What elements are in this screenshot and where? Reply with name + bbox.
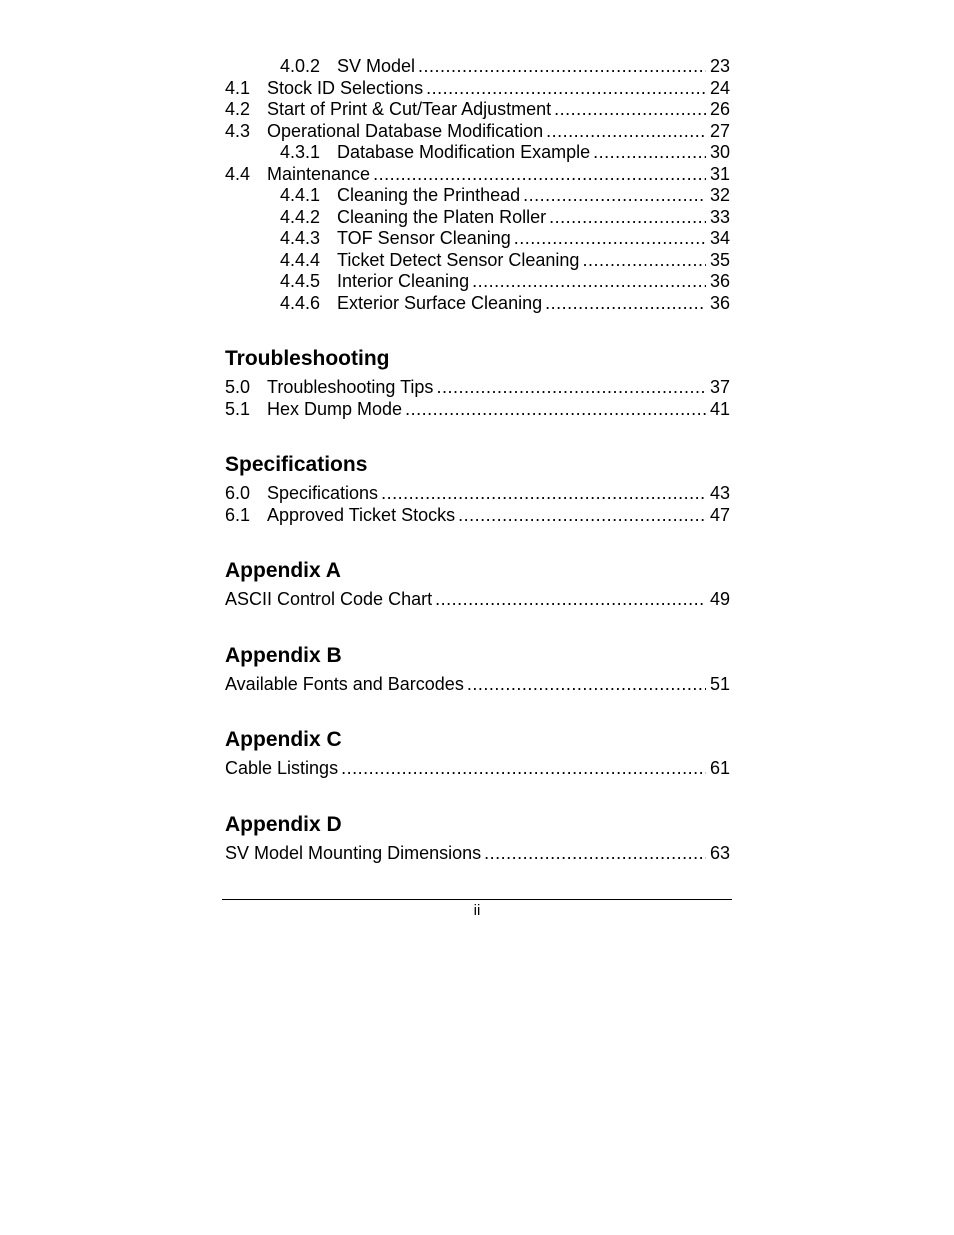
- toc-entry-title: Specifications: [267, 483, 379, 503]
- toc-entry-number: 4.4.6: [280, 292, 321, 313]
- toc-entry[interactable]: [225, 843, 730, 865]
- toc-entry-title: Exterior Surface Cleaning: [337, 292, 543, 313]
- section-heading-specifications: Specifications: [225, 453, 368, 476]
- toc-entry-title: Interior Cleaning: [337, 271, 470, 291]
- section-heading-appendix-a: Appendix A: [225, 559, 341, 582]
- toc-entry-page: 37: [709, 377, 730, 397]
- dot-leader: [523, 185, 706, 207]
- toc-entry-title: Maintenance: [267, 163, 371, 184]
- toc-entry-page: 49: [709, 589, 730, 609]
- dot-leader: [373, 164, 706, 186]
- toc-entry-number: 4.1: [225, 77, 251, 98]
- toc-entry-page: 34: [709, 228, 730, 248]
- dot-leader: [484, 843, 706, 865]
- toc-entry-title: Ticket Detect Sensor Cleaning: [337, 249, 580, 270]
- dot-leader: [341, 758, 706, 780]
- dot-leader: [554, 99, 706, 121]
- toc-entry-title: Hex Dump Mode: [267, 398, 403, 419]
- toc-entry[interactable]: [225, 589, 730, 611]
- toc-entry-page: 26: [709, 99, 730, 119]
- toc-entry[interactable]: [225, 99, 730, 121]
- toc-entry[interactable]: [225, 505, 730, 527]
- toc-entry-number: 4.3: [225, 120, 251, 141]
- toc-entry-title: SV Model: [337, 56, 416, 76]
- toc-entry-title: Available Fonts and Barcodes: [225, 673, 464, 694]
- toc-entry-title: Database Modification Example: [337, 142, 591, 162]
- toc-entry-title: Operational Database Modification: [267, 120, 544, 141]
- dot-leader: [405, 399, 706, 421]
- toc-entry-title: Troubleshooting Tips: [267, 377, 434, 397]
- dot-leader: [546, 121, 706, 143]
- toc-entry-page: 41: [709, 398, 730, 419]
- dot-leader: [514, 228, 706, 250]
- toc-entry[interactable]: [225, 78, 730, 100]
- toc-entry-title: Approved Ticket Stocks: [267, 504, 456, 525]
- dot-leader: [467, 674, 706, 696]
- toc-entry-page: 47: [709, 504, 730, 525]
- toc-entry-number: 5.0: [225, 377, 251, 397]
- toc-entry-number: 5.1: [225, 398, 251, 419]
- toc-entry-number: 4.2: [225, 99, 251, 119]
- toc-entry-title: Start of Print & Cut/Tear Adjustment: [267, 99, 552, 119]
- footer-page-number: ii: [473, 902, 481, 919]
- toc-entry-page: 32: [709, 185, 730, 205]
- toc-entry-page: 30: [709, 142, 730, 162]
- toc-entry[interactable]: [225, 185, 730, 207]
- dot-leader: [435, 589, 706, 611]
- toc-entry-page: 27: [709, 120, 730, 141]
- dot-leader: [472, 271, 706, 293]
- section-heading-appendix-d: Appendix D: [225, 812, 342, 836]
- dot-leader: [582, 250, 706, 272]
- toc-entry[interactable]: [225, 271, 730, 293]
- toc-entry[interactable]: [225, 56, 730, 78]
- toc-entry-title: ASCII Control Code Chart: [225, 589, 433, 609]
- toc-entry-number: 4.0.2: [280, 56, 321, 76]
- toc-entry-page: 23: [709, 56, 730, 76]
- toc-entry[interactable]: [225, 228, 730, 250]
- toc-entry-number: 4.3.1: [280, 142, 321, 162]
- toc-entry[interactable]: [225, 758, 730, 780]
- toc-entry[interactable]: [225, 674, 730, 696]
- toc-entry-title: Cable Listings: [225, 758, 339, 778]
- dot-leader: [458, 505, 706, 527]
- toc-entry-page: 35: [709, 249, 730, 270]
- toc-entry[interactable]: [225, 142, 730, 164]
- toc-entry-number: 4.4.4: [280, 249, 321, 270]
- toc-entry[interactable]: [225, 483, 730, 505]
- toc-entry-page: 31: [709, 163, 730, 184]
- toc-entry-number: 4.4.5: [280, 271, 321, 291]
- toc-entry[interactable]: [225, 250, 730, 272]
- dot-leader: [549, 207, 706, 229]
- dot-leader: [436, 377, 706, 399]
- dot-leader: [545, 293, 706, 315]
- toc-entry-number: 6.1: [225, 504, 251, 525]
- toc-entry-number: 4.4.2: [280, 206, 321, 227]
- toc-entry-title: Cleaning the Platen Roller: [337, 206, 547, 227]
- toc-entry[interactable]: [225, 164, 730, 186]
- toc-entry-title: Stock ID Selections: [267, 77, 424, 98]
- dot-leader: [426, 78, 706, 100]
- section-heading-appendix-c: Appendix C: [225, 728, 342, 751]
- toc-entry-number: 4.4.3: [280, 228, 321, 248]
- footer-divider: [222, 899, 732, 900]
- toc-entry-number: 4.4: [225, 163, 251, 184]
- dot-leader: [418, 56, 706, 78]
- toc-entry-title: Cleaning the Printhead: [337, 185, 521, 205]
- dot-leader: [593, 142, 706, 164]
- toc-entry-page: 24: [709, 77, 730, 98]
- toc-entry-title: SV Model Mounting Dimensions: [225, 842, 482, 863]
- toc-entry-page: 61: [709, 758, 730, 778]
- toc-entry-number: 4.4.1: [280, 185, 321, 205]
- toc-entry-page: 63: [709, 842, 730, 863]
- toc-entry-number: 6.0: [225, 483, 251, 503]
- toc-entry[interactable]: [225, 207, 730, 229]
- toc-entry-page: 43: [709, 483, 730, 503]
- toc-entry-title: TOF Sensor Cleaning: [337, 228, 511, 248]
- section-heading-appendix-b: Appendix B: [225, 643, 342, 667]
- table-of-contents: [225, 56, 730, 864]
- toc-entry-page: 36: [709, 292, 730, 313]
- toc-entry[interactable]: [225, 293, 730, 315]
- toc-entry-page: 33: [709, 206, 730, 227]
- toc-entry[interactable]: [225, 377, 730, 399]
- dot-leader: [381, 483, 706, 505]
- toc-entry[interactable]: [225, 121, 730, 143]
- toc-entry-page: 36: [709, 271, 730, 291]
- toc-entry[interactable]: [225, 399, 730, 421]
- toc-entry-page: 51: [709, 673, 730, 694]
- section-heading-troubleshooting: Troubleshooting: [225, 347, 390, 370]
